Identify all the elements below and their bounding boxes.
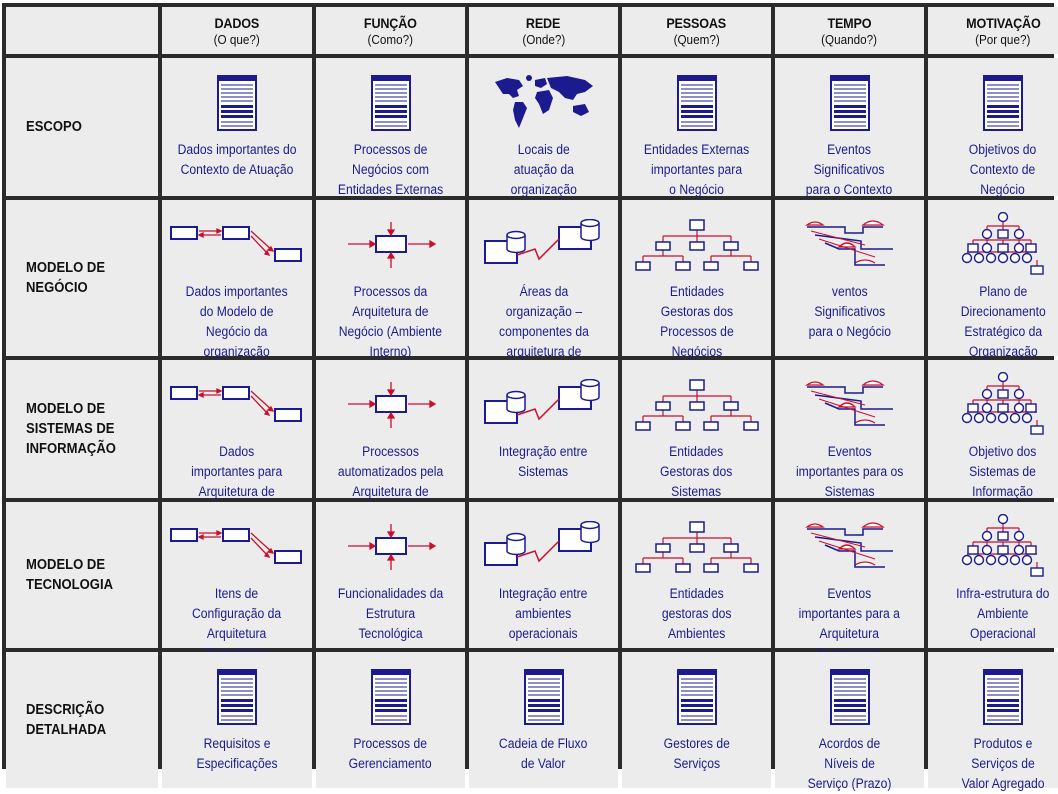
matrix-cell <box>469 652 618 788</box>
matrix-cell <box>775 200 924 356</box>
cell-label: Processos da Arquitetura de Negócio (Ambiente Interno) <box>338 284 443 359</box>
matrix-cell <box>162 58 312 196</box>
document-icon <box>371 68 411 138</box>
column-subtitle: (Quem?) <box>673 31 720 47</box>
matrix-cell <box>622 652 771 788</box>
cell-label: Objetivos do Contexto de Negócio <box>969 142 1037 197</box>
row-title: DESCRIÇÃO DETALHADA <box>26 702 107 738</box>
cell-label: Entidades gestoras dos Ambientes <box>661 586 732 641</box>
cell-label: Entidades Externas importantes para o Negócio <box>643 142 750 197</box>
entity-relationship-icon <box>169 210 305 280</box>
column-header-6 <box>928 7 1058 54</box>
hierarchy-tree-icon <box>961 370 1045 440</box>
matrix-cell <box>622 58 771 196</box>
matrix-cell <box>469 200 618 359</box>
cell-label: Áreas da organização – componentes da arquitetura de <box>498 284 589 359</box>
cell-label: Entidades Gestoras dos Processos de Negócios <box>659 284 734 359</box>
world-map-icon <box>489 68 599 138</box>
cell-label: Requisitos e Especificações <box>196 736 278 771</box>
matrix-cell <box>316 502 465 648</box>
cell-label: Processos automatizados pela Arquitetura de <box>337 444 444 499</box>
entity-relationship-icon <box>169 370 305 440</box>
process-arrows-icon <box>346 370 436 440</box>
network-nodes-icon <box>483 370 605 440</box>
matrix-cell <box>162 502 312 648</box>
cell-label: Plano de Direcionamento Estratégico da Organização <box>960 284 1046 359</box>
column-header-1 <box>162 7 312 54</box>
column-header-3 <box>469 7 618 54</box>
column-subtitle: (Como?) <box>367 31 414 47</box>
matrix-cell <box>622 502 771 648</box>
matrix-cell <box>316 58 465 196</box>
process-arrows-icon <box>346 512 436 582</box>
row-title: ESCOPO <box>26 119 82 135</box>
cell-label: Eventos importantes para a Arquitetura <box>798 586 901 641</box>
matrix-cell <box>775 652 924 791</box>
cell-label: Dados importantes do Contexto de Atuação <box>177 142 297 177</box>
column-header-2 <box>316 7 465 54</box>
matrix-cell <box>469 58 618 196</box>
document-icon <box>830 68 870 138</box>
row-title: MODELO DE SISTEMAS DE INFORMAÇÃO <box>26 401 116 457</box>
cell-label: Funcionalidades da Estrutura Tecnológica <box>337 586 444 641</box>
matrix-cell <box>316 652 465 788</box>
column-subtitle: (Por que?) <box>975 31 1031 47</box>
document-icon <box>524 662 564 732</box>
matrix-cell <box>928 360 1058 498</box>
matrix-cell <box>928 652 1058 791</box>
row-header-4 <box>6 502 158 648</box>
cell-label: Integração entre Sistemas <box>499 444 588 479</box>
cell-label: Objetivo dos Sistemas de Informação <box>969 444 1037 499</box>
cell-label: Infra-estrutura do Ambiente Operacional <box>956 586 1050 641</box>
row-header-1 <box>6 58 158 196</box>
matrix-cell <box>316 200 465 359</box>
cell-label: Eventos Significativos para o Contexto <box>806 142 893 197</box>
column-title: TEMPO <box>827 14 872 31</box>
matrix-cell <box>928 502 1058 648</box>
zachman-framework-grid <box>2 3 1054 791</box>
row-title: MODELO DE TECNOLOGIA <box>26 557 114 593</box>
network-nodes-icon <box>483 210 605 280</box>
cell-label: Integração entre ambientes operacionais <box>499 586 588 641</box>
corner-cell <box>6 7 158 54</box>
matrix-cell <box>622 200 771 359</box>
timing-wave-icon <box>805 512 895 582</box>
column-title: REDE <box>526 14 561 31</box>
matrix-cell <box>775 360 924 498</box>
cell-label: Cadeia de Fluxo de Valor <box>499 736 588 771</box>
document-icon <box>371 662 411 732</box>
matrix-cell <box>162 200 312 359</box>
cell-label: Acordos de Níveis de Serviço (Prazo) <box>807 736 892 791</box>
matrix-cell <box>775 58 924 196</box>
cell-label: Gestores de Serviços <box>663 736 730 771</box>
matrix-cell <box>928 200 1058 359</box>
cell-label: Dados importantes para Arquitetura de <box>191 444 283 499</box>
row-header-3 <box>6 360 158 498</box>
matrix-cell <box>469 502 618 648</box>
document-icon <box>217 662 257 732</box>
cell-label: Eventos importantes para os Sistemas <box>795 444 904 499</box>
column-title: MOTIVAÇÃO <box>965 14 1041 31</box>
matrix-cell <box>469 360 618 498</box>
document-icon <box>677 68 717 138</box>
network-nodes-icon <box>483 512 605 582</box>
process-arrows-icon <box>346 210 436 280</box>
column-header-4 <box>622 7 771 54</box>
column-subtitle: (O que?) <box>213 31 261 47</box>
cell-label: Processos de Negócios com Entidades Externas <box>337 142 444 197</box>
matrix-cell <box>622 360 771 498</box>
matrix-cell <box>162 652 312 788</box>
column-subtitle: (Quando?) <box>821 31 878 47</box>
column-title: FUNÇÃO <box>364 14 417 31</box>
row-title: MODELO DE NEGÓCIO <box>26 260 106 296</box>
row-header-5 <box>6 652 158 788</box>
org-chart-icon <box>633 512 761 582</box>
entity-relationship-icon <box>169 512 305 582</box>
column-title: PESSOAS <box>666 14 727 31</box>
matrix-cell <box>928 58 1058 196</box>
column-title: DADOS <box>214 14 260 31</box>
org-chart-icon <box>633 210 761 280</box>
org-chart-icon <box>633 370 761 440</box>
matrix-cell <box>316 360 465 498</box>
cell-label: Itens de Configuração da Arquitetura <box>192 586 282 641</box>
cell-label: Locais de atuação da organização <box>510 142 577 197</box>
matrix-cell <box>162 360 312 498</box>
cell-label: ventos Significativos para o Negócio <box>808 284 891 339</box>
column-header-5 <box>775 7 924 54</box>
timing-wave-icon <box>805 210 895 280</box>
row-header-2 <box>6 200 158 356</box>
hierarchy-tree-icon <box>961 512 1045 582</box>
cell-label: Entidades Gestoras dos Sistemas <box>660 444 733 499</box>
document-icon <box>983 68 1023 138</box>
timing-wave-icon <box>805 370 895 440</box>
cell-label: Processos de Gerenciamento <box>348 736 433 771</box>
column-subtitle: (Onde?) <box>522 31 565 47</box>
document-icon <box>677 662 717 732</box>
hierarchy-tree-icon <box>961 210 1045 280</box>
document-icon <box>830 662 870 732</box>
cell-label: Produtos e Serviços de Valor Agregado <box>961 736 1045 791</box>
document-icon <box>217 68 257 138</box>
cell-label: Dados importantes do Modelo de Negócio da organização <box>186 284 288 359</box>
document-icon <box>983 662 1023 732</box>
matrix-cell <box>775 502 924 648</box>
